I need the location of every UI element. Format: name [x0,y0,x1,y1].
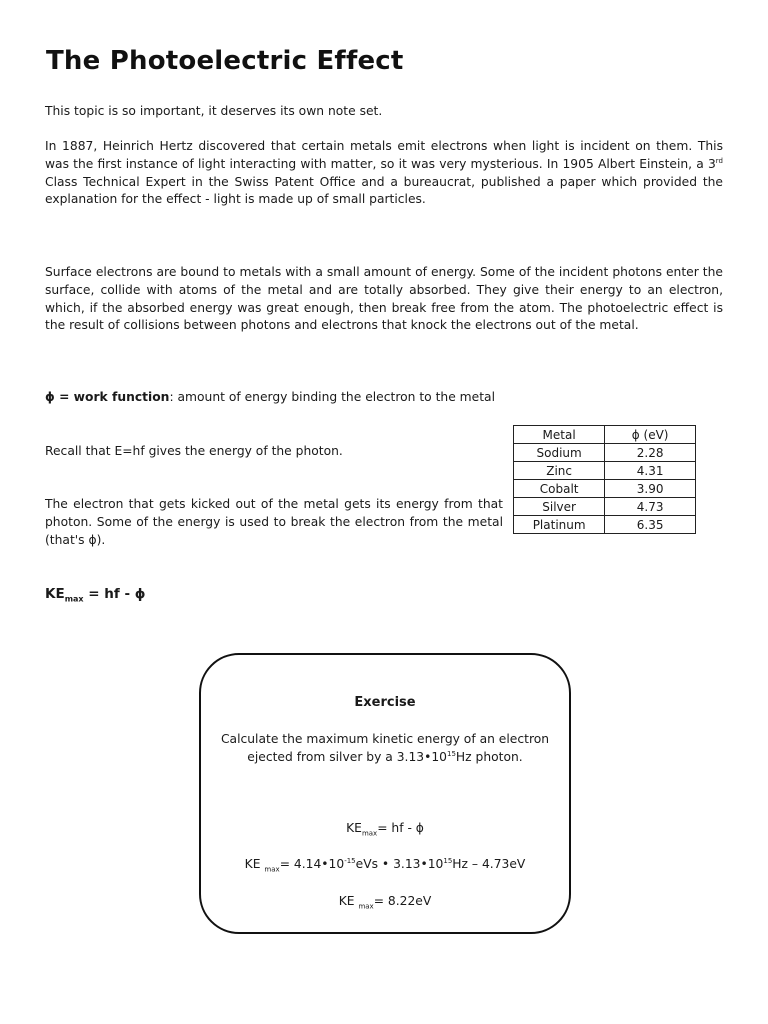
exercise-question-line-1: Calculate the maximum kinetic energy of an electron [220,732,550,746]
phi-cell: 3.90 [605,480,696,498]
intro-text: This topic is so important, it deserves its own note set. [45,104,383,118]
table-header: Metal [514,426,605,444]
phi-cell: 6.35 [605,516,696,534]
metal-cell: Silver [514,498,605,516]
phi-cell: 4.73 [605,498,696,516]
ordinal-superscript: rd [715,156,723,165]
phi-cell: 4.31 [605,462,696,480]
electron-paragraph: The electron that gets kicked out of the metal gets its energy from that photon. Some of the energy is used to break the electron from the metal (that's ϕ). [45,497,503,547]
history-text-1: In 1887, Heinrich Hertz discovered that certain metals emit electrons when light is incident on them. This was the first instance of light interacting with matter, so it was very mysterious. In 1905 Albert Einstein, a 3 [45,139,723,171]
step1-rest: = hf - ϕ [377,821,424,835]
metal-cell: Sodium [514,444,605,462]
step2-part-d: Hz – 4.73eV [452,857,526,871]
surface-paragraph: Surface electrons are bound to metals with a small amount of energy. Some of the incident photons enter the surface, collide with atoms of the metal and are totally absorbed. They give their energy to an electron, which, if the absorbed energy was great enough, then break free from the atom. The photoelectric effect is the result of collisions between photons and electrons that knock the electrons out of the metal. [45,265,723,333]
step3-result: = 8.22eV [373,894,432,908]
step2-ke: KE [244,857,265,871]
metal-cell: Cobalt [514,480,605,498]
exercise-box [199,653,571,934]
step1-sub: max [361,829,378,838]
formula-base: KE [45,586,65,602]
question-exponent: 15 [447,749,456,758]
history-text-2: Class Technical Expert in the Swiss Patent Office and a bureaucrat, published a paper which provided the explanation for the effect - light is made up of small particles. [45,174,723,207]
exercise-title: Exercise [354,695,416,710]
phi-cell: 2.28 [605,444,696,462]
question-text-end: Hz photon. [455,750,523,764]
solution-step-2 [201,856,569,874]
exercise-question-line-2 [201,750,569,764]
table-row [514,444,696,462]
work-function-table [513,425,696,534]
step2-sub: max [264,865,280,874]
step2-part-c: eVs • 3.13•10 [355,857,444,871]
recall-text: Recall that E=hf gives the energy of the photon. [45,444,343,458]
table-header: ϕ (eV) [605,426,696,444]
step3-sub: max [358,902,374,911]
step3-ke: KE [338,894,359,908]
table-row [514,462,696,480]
table-row [514,480,696,498]
metal-cell: Zinc [514,462,605,480]
table-row [514,516,696,534]
step2-exp-2: 15 [443,856,453,865]
work-function-term: ϕ = work function [45,390,170,404]
work-function-text: : amount of energy binding the electron to the metal [169,390,495,404]
step2-part-b: = 4.14•10 [279,857,345,871]
formula-sub: max [64,594,84,604]
solution-step-1 [201,821,569,838]
step2-exp-1: -15 [344,856,356,865]
ke-max-formula [45,586,146,604]
history-paragraph [45,138,723,209]
table-header-row [514,426,696,444]
step1-ke: KE [346,821,362,835]
solution-step-3 [201,894,569,911]
page-title: The Photoelectric Effect [46,46,404,76]
table-row [514,498,696,516]
formula-rest: = hf - ϕ [83,586,146,602]
metal-cell: Platinum [514,516,605,534]
question-text: ejected from silver by a 3.13•10 [247,750,447,764]
work-function-definition [45,389,495,407]
